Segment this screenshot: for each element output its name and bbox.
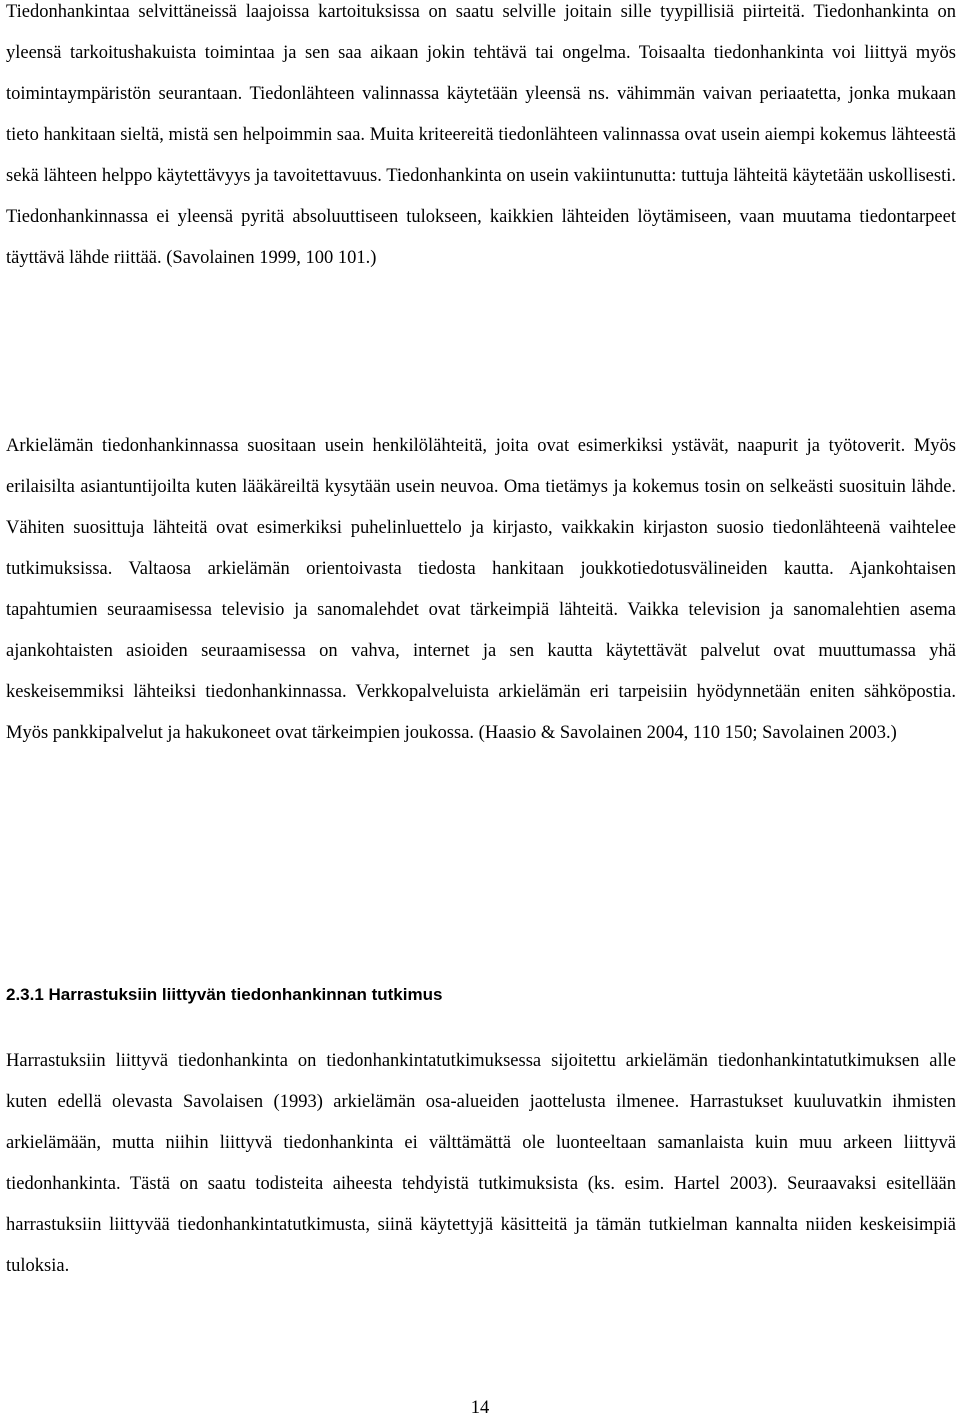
paragraph-everyday-life-sources: Arkielämän tiedonhankinnassa suositaan usein henkilölähteitä, joita ovat esimerkiksi ystävät, naapurit ja työtoverit. Myös erilaisilta asiantuntijoilta kuten lääkäreiltä kysytään usein neuvoa. Oma tietämys ja kokemus tosin on selkeästi suosituin lähde. Vähiten suosittuja lähteitä ovat esimerkiksi puhelinluettelo ja kirjasto, vaikkakin kirjaston suosio tiedonlähteenä vaihtelee tutkimuksissa. Valtaosa arkielämän orientoivasta tiedosta hankitaan joukkotiedotusvälineiden kautta. Ajankohtaisen tapahtumien seuraamisessa televisio ja sanomalehdet ovat tärkeimpiä lähteitä. Vaikka television ja sanomalehtien asema ajankohtaisten asioiden seuraamisessa on vahva, internet ja sen kautta käytettävät palvelut ovat muuttumassa yhä keskeisemmiksi lähteiksi tiedonhankinnassa. Verkkopalveluista arkielämän eri tarpeisiin hyödynnetään eniten sähköpostia. Myös pankkipalvelut ja hakukoneet ovat tärkeimpien joukossa. (Haasio & Savolainen 2004, 110 150; Savolainen 2003.) [6,436,956,743]
paragraph-hobby-information-seeking: Harrastuksiin liittyvä tiedonhankinta on tiedonhankintatutkimuksessa sijoitettu arkielämän tiedonhankintatutkimuksen alle kuten edellä olevasta Savolaisen (1993) arkielämän osa-alueiden jaottelusta ilmenee. Harrastukset kuuluvatkin ihmisten arkielämään, mutta niihin liittyvä tiedonhankinta ei välttämättä ole luonteeltaan samanlaista kuin muu arkeen liittyvä tiedonhankinta. Tästä on saatu todisteita aiheesta tehdyistä tutkimuksista (ks. esim. Hartel 2003). Seuraavaksi esitellään harrastuksiin liittyvää tiedonhankintatutkimusta, siinä käytettyjä käsitteitä ja tämän tutkielman kannalta niiden keskeisimpiä tuloksia. [6,1051,956,1276]
paragraph-information-seeking-features: Tiedonhankintaa selvittäneissä laajoissa kartoituksissa on saatu selville joitain sille tyypillisiä piirteitä. Tiedonhankinta on yleensä tarkoitushakuista toimintaa ja sen saa aikaan jokin tehtävä tai ongelma. Toisaalta tiedonhankinta voi liittyä myös toimintaympäristön seurantaan. Tiedonlähteen valinnassa käytetään yleensä ns. vähimmän vaivan periaatetta, jonka mukaan tieto hankitaan sieltä, mistä sen helpoimmin saa. Muita kriteereitä tiedonlähteen valinnassa ovat usein aiempi kokemus lähteestä sekä lähteen helppo käytettävyys ja tavoitettavuus. Tiedonhankinta on usein vakiintunutta: tuttuja lähteitä käytetään uskollisesti. Tiedonhankinnassa ei yleensä pyritä absoluuttiseen tulokseen, kaikkien lähteiden löytämiseen, vaan muutama tiedontarpeet täyttävä lähde riittää. (Savolainen 1999, 100 101.) [6,2,956,268]
page-number: 14 [470,1398,490,1418]
section-heading: 2.3.1 Harrastuksiin liittyvän tiedonhankinnan tutkimus [6,985,443,1004]
